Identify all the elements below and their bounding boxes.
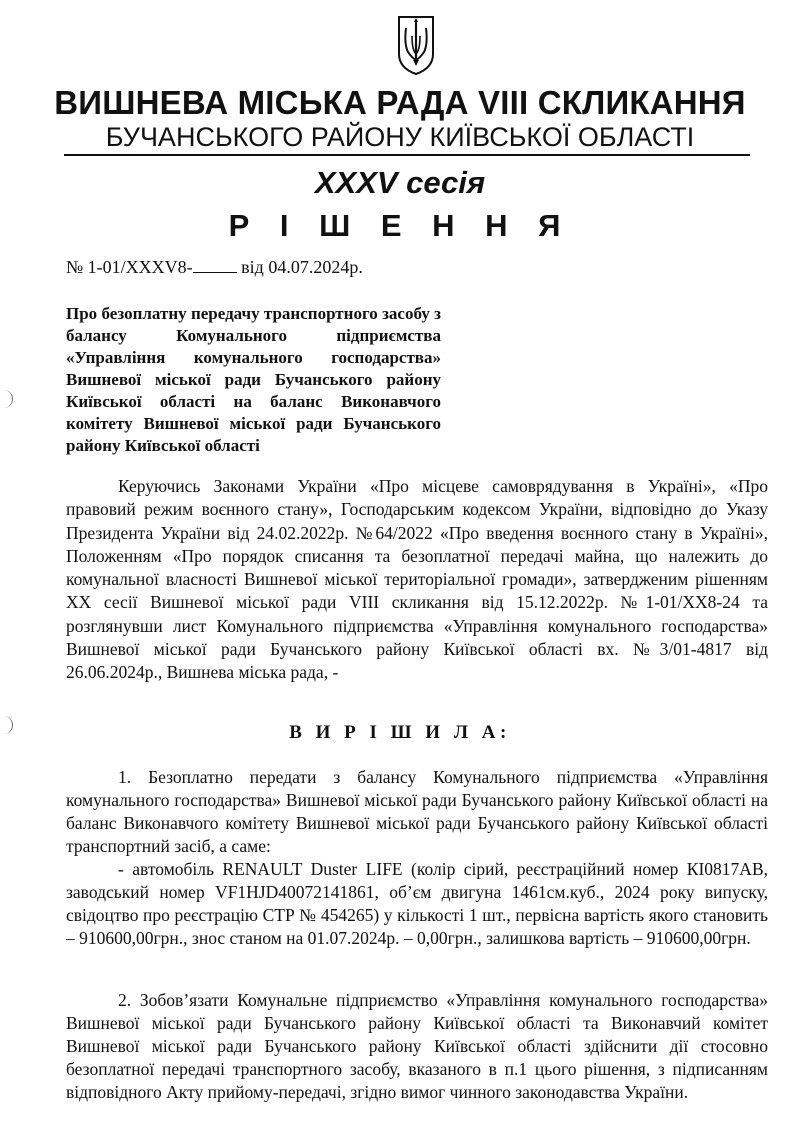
- decision-title: Про безоплатну передачу транспортного засобу з балансу Комунального підприємства «Управління комунального господарства» Вишневої міської ради Бучанського району Київської області на баланс Виконавчого комітету Вишневої міської ради Бучанського району Київської області: [66, 304, 441, 455]
- coat-of-arms-trident-icon: [396, 14, 436, 76]
- decision-item-1: 1. Безоплатно передати з балансу Комунального підприємства «Управління комунального господарства» Вишневої міської ради Бучанського району Київської області на баланс Виконавчого комітету Вишневої міської ради Бучанського району Київської області транспортний засіб, а саме:: [66, 767, 768, 856]
- resolved-heading: В И Р І Ш И Л А:: [289, 722, 511, 743]
- decision-number: [66, 257, 363, 278]
- preamble-paragraph: Керуючись Законами України «Про місцеве самоврядування в Україні», «Про правовий режим воєнного стану», Господарським кодексом України, відповідно до Указу Президента України від 24.02.2022р. №64/2022 «Про введення воєнного стану в Україні», Положенням «Про порядок списання та безоплатної передачі майна, що належить до комунальної власності Вишневої міської територіальної громади», затвердженим рішенням XX сесії Вишневої міської ради VIII скликання від 15.12.2022р. №1-01/XX8-24 та розглянувши лист Комунального підприємства «Управління комунального господарства» Вишневої міської ради Бучанського району Київської області вх. №3/01-4817 від 26.06.2024р., Вишнева міська рада, -: [66, 476, 768, 683]
- decision-number-blank: [193, 258, 237, 273]
- punch-hole-mark: [0, 390, 13, 408]
- session-label: XXXV сесія: [314, 165, 486, 200]
- decision-date: від 04.07.2024р.: [236, 257, 363, 277]
- decision-number-prefix: № 1-01/XXXV8-: [66, 257, 193, 277]
- council-name-line2: БУЧАНСЬКОГО РАЙОНУ КИЇВСЬКОЇ ОБЛАСТІ: [105, 122, 695, 152]
- header-divider: [64, 154, 750, 156]
- vehicle-details: - автомобіль RENAULT Duster LIFE (колір сірий, реєстраційний номер КІ0817АВ, заводський номер VF1HJD40072141861, об’єм двигуна 1461см.куб., 2024 року випуску, свідоцтво про реєстрацію СТР № 454265) у кількості 1 шт., первісна вартість якого становить – 910600,00грн., знос станом на 01.07.2024р. – 0,00грн., залишкова вартість – 910600,00грн.: [66, 859, 768, 948]
- document-type-heading: Р І Ш Е Н Н Я: [228, 208, 572, 243]
- council-name-line1: ВИШНЕВА МІСЬКА РАДА VIII СКЛИКАННЯ: [54, 84, 746, 121]
- decision-item-2: 2. Зобов’язати Комунальне підприємство «Управління комунального господарства» Вишневої міської ради Бучанського району Київської області та Виконавчий комітет Вишневої міської ради Бучанського району Київської області здійснити дії стосовно безоплатної передачі транспортного засобу, вказаного в п.1 цього рішення, з підписанням відповідного Акту прийому-передачі, згідно вимог чинного законодавства України.: [66, 990, 768, 1102]
